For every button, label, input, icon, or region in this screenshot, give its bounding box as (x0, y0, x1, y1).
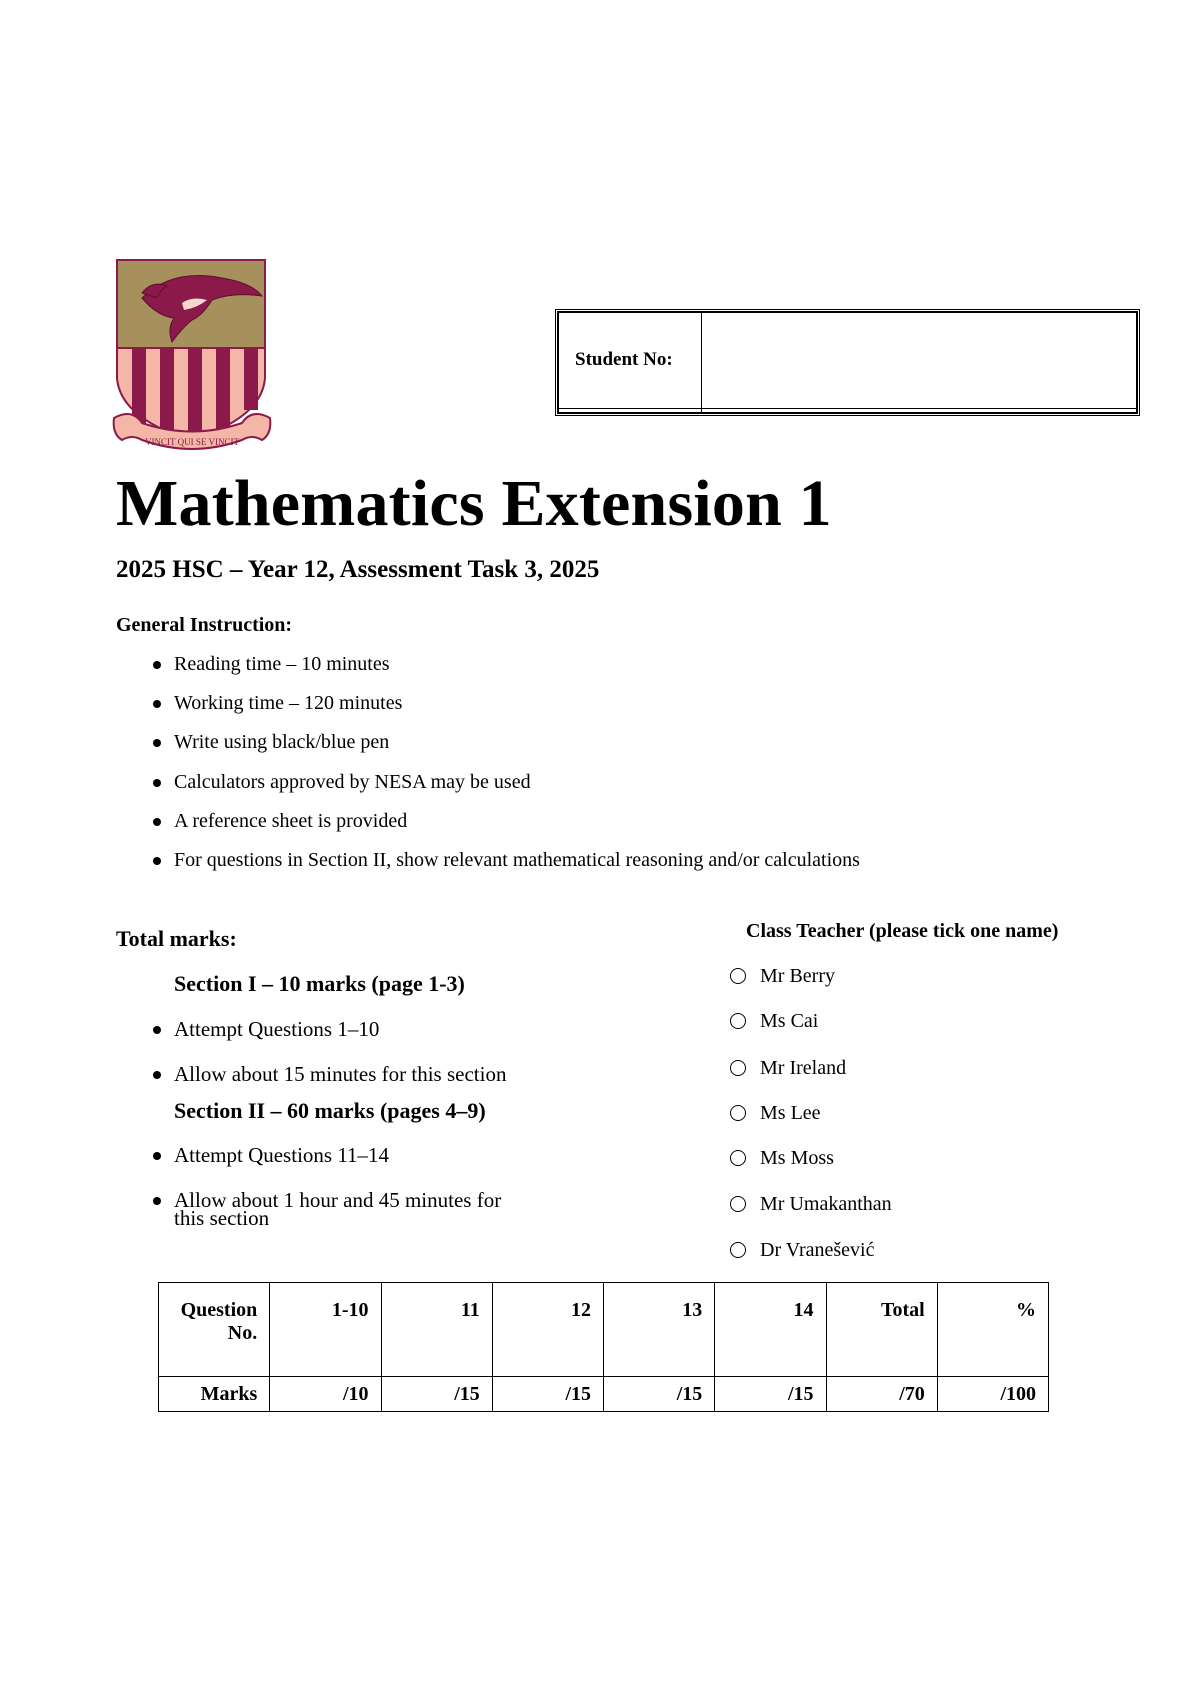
school-crest-icon (112, 258, 272, 458)
student-box-blank-right[interactable] (702, 408, 1137, 412)
teacher-option-umakanthan[interactable]: Mr Umakanthan (760, 1193, 892, 1216)
instruction-item: Working time – 120 minutes (174, 692, 402, 715)
section-1-item: Attempt Questions 1–10 (174, 1019, 379, 1039)
bullet-icon (153, 739, 161, 747)
radio-circle-icon[interactable] (730, 1150, 746, 1166)
bullet-icon (153, 1026, 161, 1034)
teacher-option-lee[interactable]: Ms Lee (760, 1102, 821, 1125)
teacher-option-vranesevic[interactable]: Dr Vranešević (760, 1239, 875, 1262)
table-header-cell: 1-10 (270, 1283, 381, 1377)
table-cell[interactable]: /10 (270, 1377, 381, 1412)
radio-circle-icon[interactable] (730, 1105, 746, 1121)
student-box-blank-left[interactable] (559, 408, 702, 412)
school-crest (112, 258, 272, 458)
total-marks-heading: Total marks: (116, 926, 237, 951)
radio-circle-icon[interactable] (730, 1060, 746, 1076)
teacher-option-moss[interactable]: Ms Moss (760, 1147, 834, 1170)
page-subtitle: 2025 HSC – Year 12, Assessment Task 3, 2025 (116, 556, 600, 583)
instruction-item: Reading time – 10 minutes (174, 653, 390, 676)
bullet-icon (153, 779, 161, 787)
section-1-item: Allow about 15 minutes for this section (174, 1064, 506, 1084)
table-header-cell: 11 (381, 1283, 492, 1377)
table-cell[interactable]: /15 (381, 1377, 492, 1412)
section-1-heading: Section I – 10 marks (page 1-3) (174, 971, 465, 996)
radio-circle-icon[interactable] (730, 1013, 746, 1029)
table-header-cell: 12 (492, 1283, 603, 1377)
page-title: Mathematics Extension 1 (116, 467, 832, 540)
section-2-item: Allow about 1 hour and 45 minutes for (174, 1190, 501, 1210)
table-cell[interactable]: /70 (826, 1377, 937, 1412)
teacher-option-berry[interactable]: Mr Berry (760, 965, 835, 988)
table-cell: Marks (159, 1377, 270, 1412)
instruction-item: Calculators approved by NESA may be used (174, 771, 531, 794)
radio-circle-icon[interactable] (730, 968, 746, 984)
radio-circle-icon[interactable] (730, 1242, 746, 1258)
table-header-cell: 14 (715, 1283, 826, 1377)
table-cell[interactable]: /15 (604, 1377, 715, 1412)
section-2-item: Attempt Questions 11–14 (174, 1145, 389, 1165)
table-header-cell: 13 (604, 1283, 715, 1377)
teacher-option-ireland[interactable]: Mr Ireland (760, 1057, 846, 1080)
bullet-icon (153, 1197, 161, 1205)
marks-table (158, 1282, 1049, 1412)
general-instruction-heading: General Instruction: (116, 614, 293, 636)
marks-table-row (159, 1377, 1049, 1412)
section-2-item-continued: this section (174, 1206, 270, 1230)
crest-motto: VINCIT QUI SE VINCIT (145, 437, 239, 447)
bullet-icon (153, 818, 161, 826)
table-header-cell: Total (826, 1283, 937, 1377)
instruction-item: A reference sheet is provided (174, 810, 407, 833)
teacher-option-cai[interactable]: Ms Cai (760, 1010, 818, 1033)
table-header-cell: % (937, 1283, 1048, 1377)
instruction-item: Write using black/blue pen (174, 731, 389, 754)
table-cell[interactable]: /100 (937, 1377, 1048, 1412)
class-teacher-heading: Class Teacher (please tick one name) (746, 920, 1059, 942)
bullet-icon (153, 1071, 161, 1079)
marks-table-header-row (159, 1283, 1049, 1377)
bullet-icon (153, 857, 161, 865)
bullet-icon (153, 1152, 161, 1160)
student-number-field[interactable] (702, 313, 1137, 409)
bullet-icon (153, 661, 161, 669)
table-cell[interactable]: /15 (715, 1377, 826, 1412)
section-2-heading: Section II – 60 marks (pages 4–9) (174, 1098, 486, 1123)
student-number-box (555, 309, 1140, 416)
bullet-icon (153, 700, 161, 708)
table-header-cell: Question No. (159, 1283, 270, 1377)
radio-circle-icon[interactable] (730, 1196, 746, 1212)
instruction-item: For questions in Section II, show relevant mathematical reasoning and/or calculations (174, 849, 860, 872)
student-number-label: Student No: (559, 313, 702, 409)
table-cell[interactable]: /15 (492, 1377, 603, 1412)
